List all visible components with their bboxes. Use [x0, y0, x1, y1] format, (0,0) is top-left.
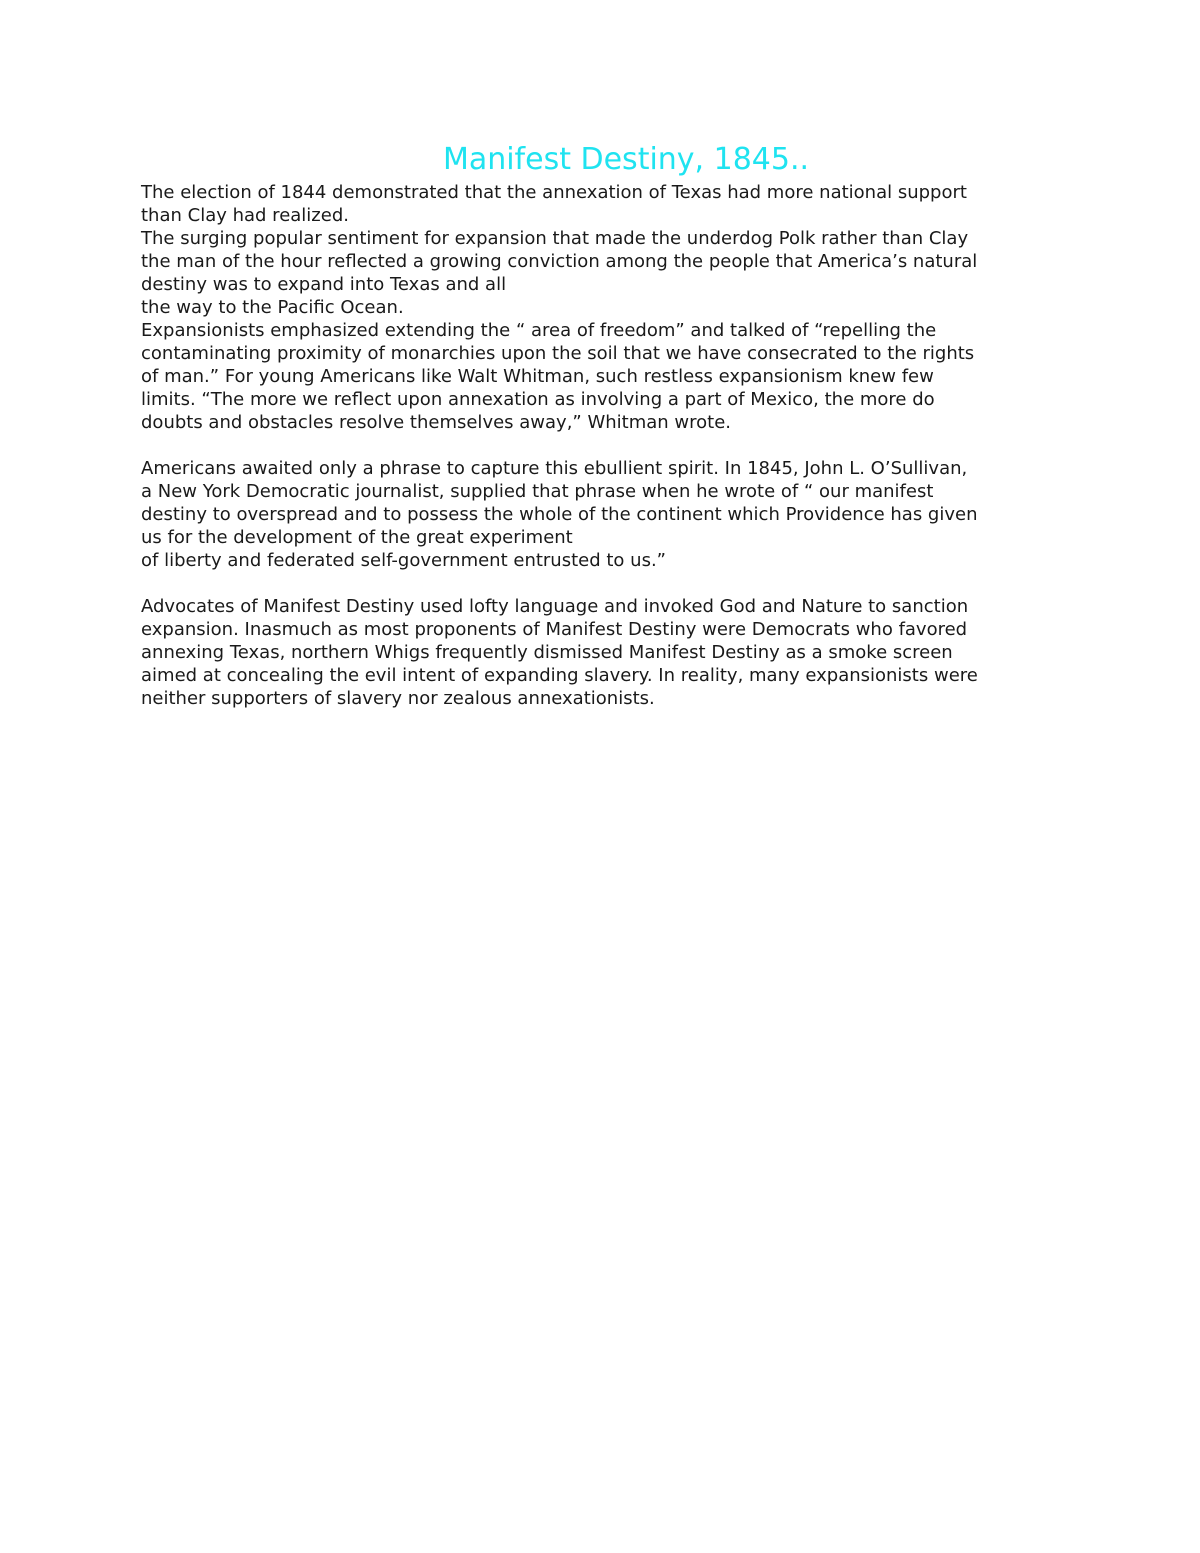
paragraph-spacer — [141, 434, 1071, 457]
paragraph-spacer — [141, 572, 1071, 595]
paragraph-advocates: Advocates of Manifest Destiny used lofty language and invoked God and Nature to sanction expansion. Inasmuch as most proponents of Manifest Destiny were Democrats who favored annexing Texas, northern Whigs frequently dismissed Manifest Destiny as a smoke screen aimed at concealing the evil intent of expanding slavery. In reality, many expansionists were neither supporters of slavery nor zealous annexationists. — [141, 596, 978, 709]
paragraph-osullivan: Americans awaited only a phrase to capture this ebullient spirit. In 1845, John L. O’Sullivan, a New York Democratic journalist, supplied that phrase when he wrote of “ our manifest destiny to overspread and to possess the whole of the continent which Providence has given us for the development of the great experiment of liberty and federated self-government entrusted to us.” — [141, 458, 978, 571]
paragraph-popular-sentiment: The surging popular sentiment for expansion that made the underdog Polk rather than Clay the man of the hour reflected a growing conviction among the people that America’s natural destiny was to expand into Texas and all the way to the Pacific Ocean. — [141, 228, 978, 318]
paragraph-election-1844: The election of 1844 demonstrated that the annexation of Texas had more national support than Clay had realized. — [141, 182, 967, 226]
document-title: Manifest Destiny, 1845.. — [442, 142, 810, 177]
paragraph-expansionists: Expansionists emphasized extending the “ area of freedom” and talked of “repelling the contaminating proximity of monarchies upon the soil that we have consecrated to the rights of man.” For young Americans like Walt Whitman, such restless expansionism knew few limits. “The more we reflect upon annexation as involving a part of Mexico, the more do doubts and obstacles resolve themselves away,” Whitman wrote. — [141, 320, 975, 433]
document-body — [141, 140, 1071, 710]
